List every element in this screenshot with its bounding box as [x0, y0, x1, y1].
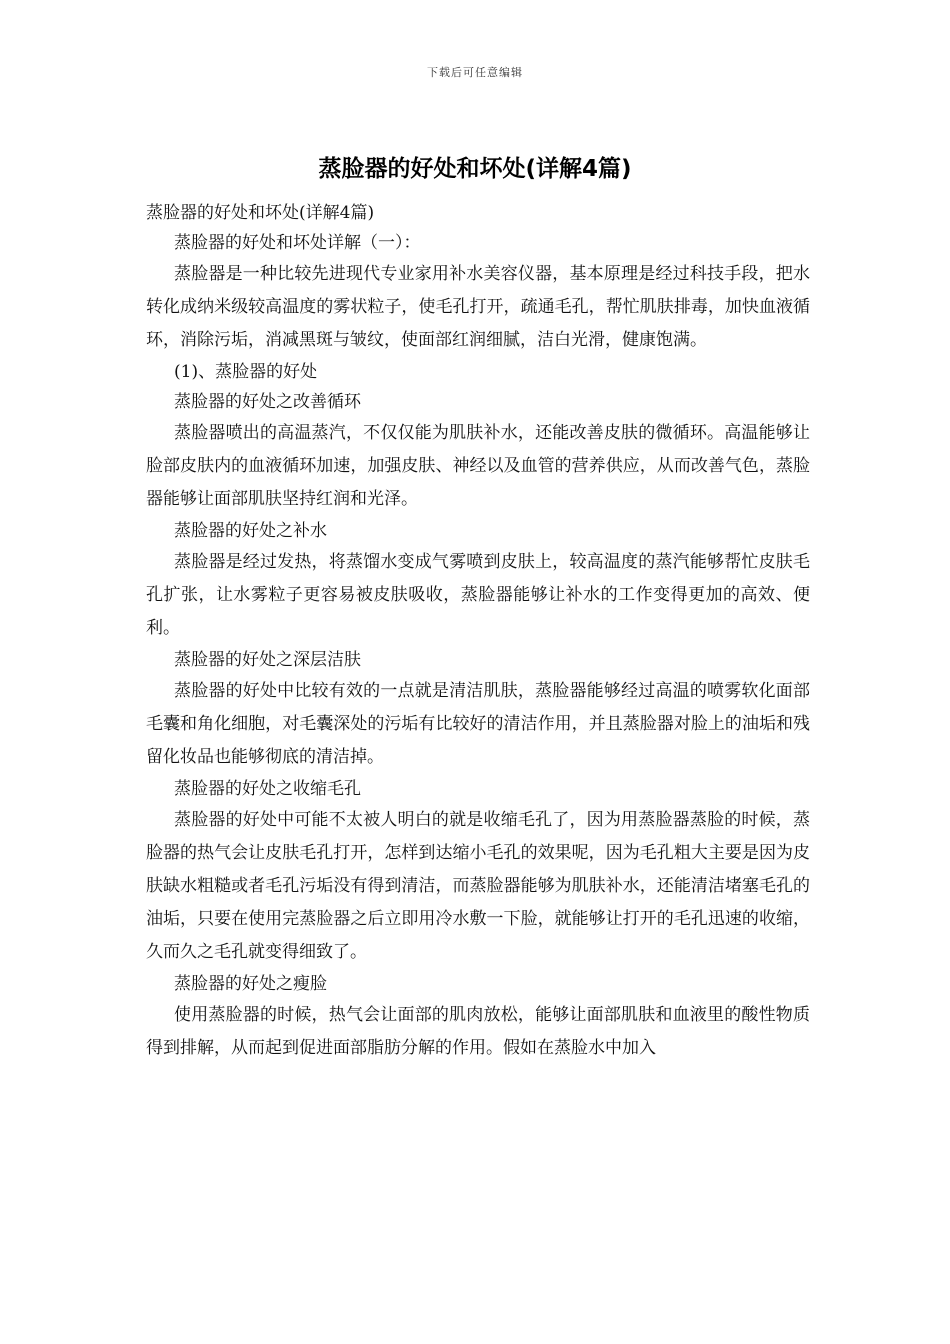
- paragraph-section-heading: 蒸脸器的好处和坏处详解（一）：: [174, 233, 421, 253]
- paragraph-heading: 蒸脸器的好处之深层洁肤: [174, 650, 361, 670]
- paragraph-heading: (1)、蒸脸器的好处: [174, 362, 318, 382]
- paragraph-subtitle: 蒸脸器的好处和坏处(详解4篇): [146, 203, 375, 223]
- document-body: [146, 198, 810, 1065]
- paragraph: 蒸脸器的好处中比较有效的一点就是清洁肌肤，蒸脸器能够经过高温的喷雾软化面部毛囊和角化细胞，对毛囊深处的污垢有比较好的清洁作用，并且蒸脸器对脸上的油垢和残留化妆品也能够彻底的清洁掉。: [146, 681, 810, 767]
- paragraph: 蒸脸器的好处中可能不太被人明白的就是收缩毛孔了，因为用蒸脸器蒸脸的时候，蒸脸器的热气会让皮肤毛孔打开，怎样到达缩小毛孔的效果呢，因为毛孔粗大主要是因为皮肤缺水粗糙或者毛孔污垢没有得到清洁，而蒸脸器能够为肌肤补水，还能清洁堵塞毛孔的油垢，只要在使用完蒸脸器之后立即用冷水敷一下脸，就能够让打开的毛孔迅速的收缩，久而久之毛孔就变得细致了。: [146, 810, 810, 962]
- paragraph-heading: 蒸脸器的好处之改善循环: [174, 392, 361, 412]
- paragraph: 蒸脸器是经过发热，将蒸馏水变成气雾喷到皮肤上，较高温度的蒸汽能够帮忙皮肤毛孔扩张，让水雾粒子更容易被皮肤吸收，蒸脸器能够让补水的工作变得更加的高效、便利。: [146, 552, 810, 638]
- paragraph-heading: 蒸脸器的好处之收缩毛孔: [174, 779, 361, 799]
- paragraph: 蒸脸器喷出的高温蒸汽，不仅仅能为肌肤补水，还能改善皮肤的微循环。高温能够让脸部皮肤内的血液循环加速，加强皮肤、神经以及血管的营养供应，从而改善气色，蒸脸器能够让面部肌肤坚持红润和光泽。: [146, 423, 810, 509]
- paragraph: 使用蒸脸器的时候，热气会让面部的肌肉放松，能够让面部肌肤和血液里的酸性物质得到排解，从而起到促进面部脂肪分解的作用。假如在蒸脸水中加入: [146, 1005, 810, 1058]
- paragraph-heading: 蒸脸器的好处之瘦脸: [174, 974, 327, 994]
- paragraph: 蒸脸器是一种比较先进现代专业家用补水美容仪器，基本原理是经过科技手段，把水转化成纳米级较高温度的雾状粒子，使毛孔打开，疏通毛孔，帮忙肌肤排毒，加快血液循环，消除污垢，消减黑斑与皱纹，使面部红润细腻，洁白光滑，健康饱满。: [146, 264, 810, 350]
- document-title: 蒸脸器的好处和坏处(详解4篇): [318, 156, 632, 182]
- paragraph-heading: 蒸脸器的好处之补水: [174, 521, 327, 541]
- header-note: 下载后可任意编辑: [427, 66, 523, 79]
